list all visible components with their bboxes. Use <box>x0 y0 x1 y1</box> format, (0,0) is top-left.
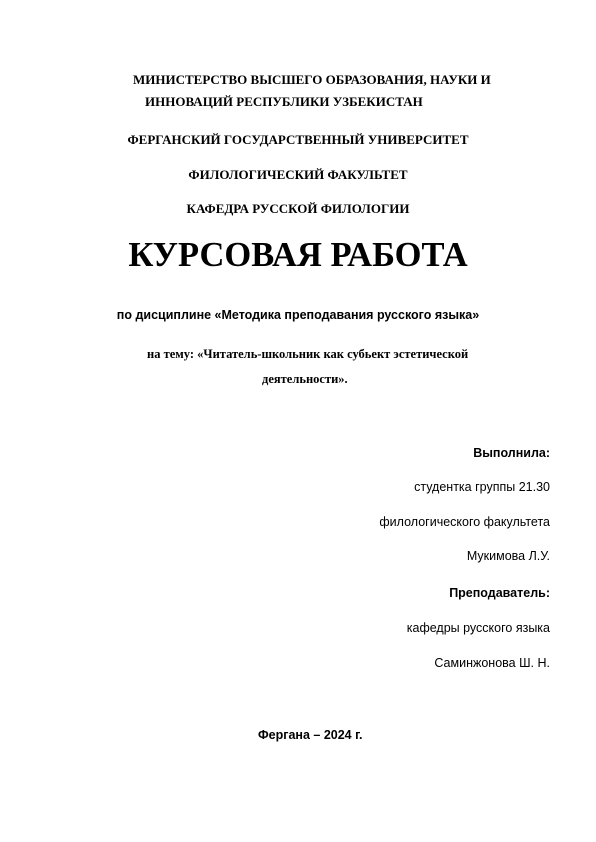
university-name: ФЕРГАНСКИЙ ГОСУДАРСТВЕННЫЙ УНИВЕРСИТЕТ <box>127 132 469 147</box>
ministry-line-2: ИННОВАЦИЙ РЕСПУБЛИКИ УЗБЕКИСТАН <box>145 94 423 109</box>
faculty-name: ФИЛОЛОГИЧЕСКИЙ ФАКУЛЬТЕТ <box>188 167 408 182</box>
topic-line-2: деятельности». <box>262 372 348 386</box>
author-group: студентка группы 21.30 <box>414 480 550 494</box>
teacher-label: Преподаватель: <box>449 586 550 600</box>
author-name: Мукимова Л.У. <box>466 549 550 563</box>
city-year: Фергана – 2024 г. <box>258 728 363 742</box>
topic-line-1: на тему: «Читатель-школьник как субьект эстетической <box>147 347 469 361</box>
department-name: КАФЕДРА РУССКОЙ ФИЛОЛОГИИ <box>186 201 410 216</box>
author-label: Выполнила: <box>473 446 550 460</box>
document-title: КУРСОВАЯ РАБОТА <box>128 236 468 274</box>
teacher-department: кафедры русского языка <box>406 621 550 635</box>
ministry-line-1: МИНИСТЕРСТВО ВЫСШЕГО ОБРАЗОВАНИЯ, НАУКИ И <box>133 72 491 87</box>
author-faculty: филологического факультета <box>379 515 550 529</box>
teacher-name: Саминжонова Ш. Н. <box>434 656 550 670</box>
discipline-line: по дисциплине «Методика преподавания русского языка» <box>116 308 480 322</box>
